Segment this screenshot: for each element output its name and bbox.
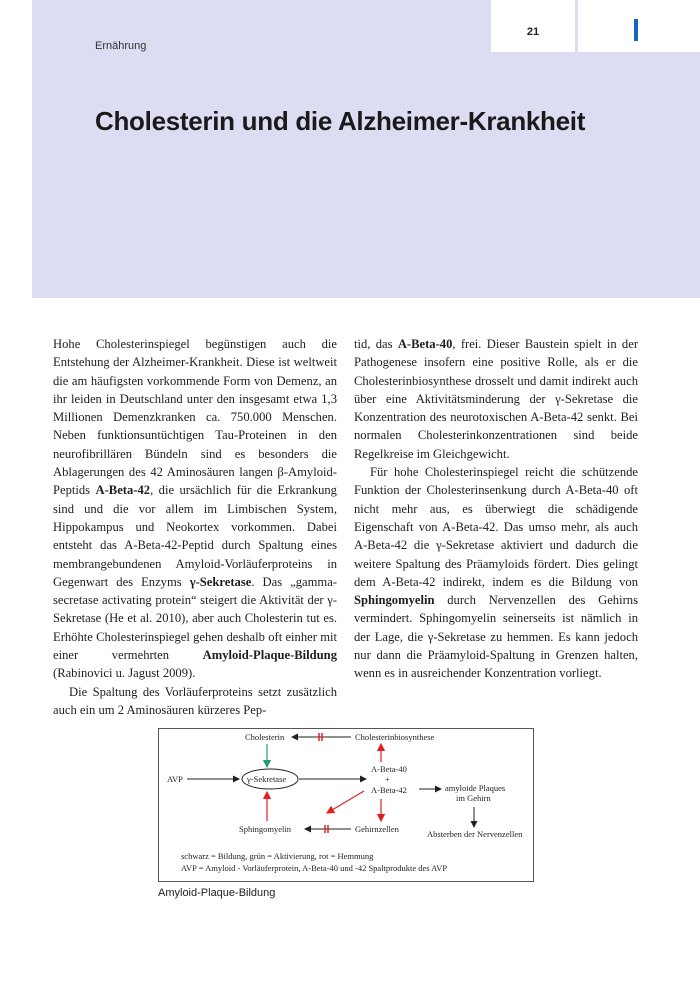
- node-avp: AVP: [167, 774, 183, 784]
- node-cholesterin: Cholesterin: [245, 732, 285, 742]
- bold-term: A-Beta-40: [397, 337, 453, 351]
- diagram-legend-line1: schwarz = Bildung, grün = Aktivierung, rot = Hemmung: [181, 851, 374, 861]
- paragraph: Hohe Cholesterinspiegel begünstigen auch die Entstehung der Alzheimer-Krankheit. Diese ist weltweit die am häufigsten vorkommende Form von Demenz, an ihr leiden in Deutschland unter den insgesamt etwa 1,3 Millionen Demenzkranken ca. 750.000 Menschen. Neben funktionsuntüchtigen Tau-Proteinen in den neurofibrillären Bündeln sind es besonders die Ablagerungen des 42 Aminosäuren langen β-Amyloid-Peptids A-Beta-42, die ursächlich für die Erkrankung sind und die vor allem im Limbischen System, Hippokampus und Neokortex vorkommen. Dabei entsteht das A-Beta-42-Peptid durch Spaltung eines membrangebundenen Amyloid-Vorläuferproteins in Gegenwart des Enzyms γ-Sekretase. Das „gamma-secretase activating protein“ steigert die Aktivität der γ-Sekretase (He et al. 2010), aber auch Cholesterin tut es. Erhöhte Cholesterinspiegel gehen deshalb oft einher mit einer vermehrten Amyloid-Plaque-Bildung (Rabinovici u. Jagust 2009).: [53, 337, 337, 681]
- text-column-left: [53, 335, 337, 719]
- chapter-marker: [634, 19, 638, 41]
- text-column-right: [354, 335, 638, 719]
- bold-term: A-Beta-42: [95, 483, 151, 498]
- node-cholesterinbiosynthese: Cholesterinbiosynthese: [355, 732, 435, 742]
- amyloid-diagram: [158, 728, 534, 882]
- section-label: Ernährung: [95, 40, 147, 52]
- figure-caption: Amyloid-Plaque-Bildung: [158, 887, 276, 899]
- node-plus: +: [385, 774, 390, 784]
- node-abeta40: A-Beta-40: [371, 764, 407, 774]
- bold-term: Amyloid-Plaque-Bildung: [202, 648, 337, 663]
- node-plaques-line2: im Gehirn: [456, 793, 491, 803]
- node-sphingomyelin: Sphingomyelin: [239, 824, 291, 834]
- bold-term: γ-Sekretase: [189, 574, 252, 589]
- page-title: Cholesterin und die Alzheimer-Krankheit: [95, 106, 586, 136]
- paragraph: tid, das A-Beta-40, frei. Dieser Baustein spielt in der Pathogenese insofern eine positive Rolle, als er die Cholesterinbiosynthese drosselt und damit indirekt auch über eine Aktivitätsminderung der γ-Sekretase die Konzentration des neurotoxischen A-Beta-42 senkt. Bei normalen Cholesterinkonzentrationen sind beide Regelkreise im Gleichgewicht.: [354, 337, 639, 461]
- node-sekretase: γ-Sekretase: [247, 774, 287, 784]
- page-number: 21: [526, 26, 540, 38]
- arrow-abeta42-activates-sekretase: [327, 791, 364, 813]
- body-text: [53, 335, 638, 719]
- paragraph: Die Spaltung des Vorläuferproteins setzt zusätzlich auch ein um 2 Aminosäuren kürzeres Pep-: [53, 684, 337, 717]
- node-abeta42: A-Beta-42: [371, 785, 407, 795]
- bold-term: Sphingomyelin: [354, 593, 435, 608]
- diagram-legend-line2: AVP = Amyloid - Vorläuferprotein, A-Beta-40 und -42 Spaltprodukte des AVP: [181, 863, 448, 873]
- node-gehirnzellen: Gehirnzellen: [355, 824, 399, 834]
- page-tab-right: [578, 0, 700, 52]
- node-plaques-line1: amyloide Plaques: [445, 783, 506, 793]
- node-absterben: Absterben der Nervenzellen: [427, 829, 523, 839]
- paragraph: Für hohe Cholesterinspiegel reicht die schützende Funktion der Cholesterinsenkung durch A-Beta-40 oft nicht mehr aus, es überwiegt die schädigende Eigenschaft von A-Beta-42. Das umso mehr, als auch A-Beta-42 die γ-Sekretase aktiviert und dadurch die weitere Spaltung des Präamyloids fördert. Dies gelingt dem A-Beta-42 indirekt, indem es die Bildung von Sphingomyelin durch Nervenzellen des Gehirns vermindert. Sphingomyelin seinerseits ist nämlich in der Lage, die γ-Sekretase zu hemmen. Es kann jedoch nur dann die Präamyloid-Spaltung in Grenzen halten, wenn es in ausreichender Konzentration vorliegt.: [354, 465, 638, 681]
